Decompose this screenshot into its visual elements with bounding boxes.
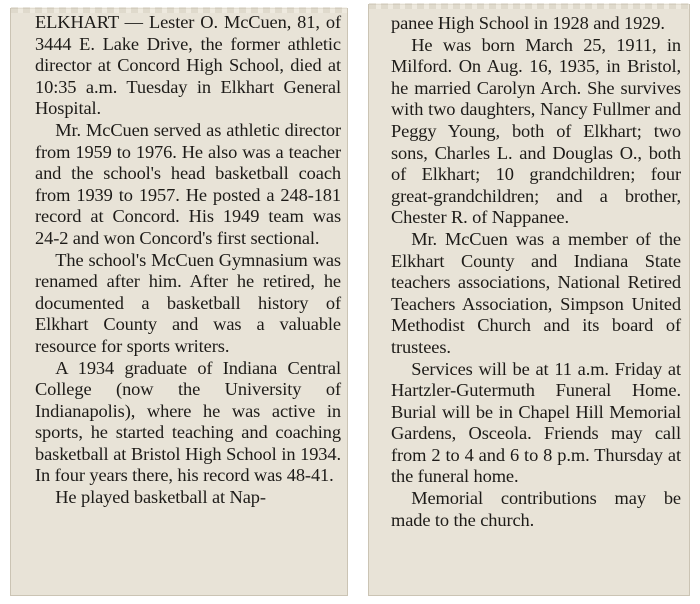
paragraph-played-basketball: He played basketball at Nap- xyxy=(55,487,266,508)
paragraph-continuation: panee High School in 1928 and 1929. xyxy=(391,13,665,33)
paragraph-education: A 1934 graduate of Indiana Central College (now the University of Indianapolis), where he was active in sports, he started teaching and coaching basketball at Bristol High School in 1934. In four years there, his record was 48-41. xyxy=(35,357,341,486)
article-text-right xyxy=(391,13,681,531)
paragraph-services: Services will be at 11 a.m. Friday at Hartzler-Gutermuth Funeral Home. Burial will be in Chapel Hill Memorial Gardens, Osceola. Friends may call from 2 to 4 and 6 to 8 p.m. Thursday at the funeral home. xyxy=(391,358,681,487)
torn-edge xyxy=(369,3,689,9)
paragraph-family: He was born March 25, 1911, in Milford. On Aug. 16, 1935, in Bristol, he married Carolyn Arch. She survives with two daughters, Nancy Fullmer and Peggy Young, both of Elkhart; two sons, Charles L. and Douglas O., both of Elkhart; 10 grandchildren; four great-grandchildren; and a brother, Chester R. of Nappanee. xyxy=(391,34,681,228)
paragraph-dateline: ELKHART — Lester O. McCuen, 81, of 3444 E. Lake Drive, the former athletic director at Concord High School, died at 10:35 a.m. Tuesday in Elkhart General Hospital. xyxy=(35,12,341,119)
paragraph-gymnasium: The school's McCuen Gymnasium was renamed after him. After he retired, he documented a basketball history of Elkhart County and was a valuable resource for sports writers. xyxy=(35,249,341,356)
clipping-right-column xyxy=(368,4,690,596)
paragraph-career: Mr. McCuen served as athletic director from 1959 to 1976. He also was a teacher and the school's head basketball coach from 1939 to 1957. He posted a 248-181 record at Concord. His 1949 team was 24-2 and won Concord's first sectional. xyxy=(35,119,341,248)
paragraph-memberships: Mr. McCuen was a member of the Elkhart County and Indiana State teachers associations, National Retired Teachers Association, Simpson United Methodist Church and its board of trustees. xyxy=(391,228,681,357)
paragraph-memorial: Memorial contributions may be made to the church. xyxy=(391,488,681,530)
clipping-left-column xyxy=(10,8,348,596)
article-text-left xyxy=(35,12,341,509)
